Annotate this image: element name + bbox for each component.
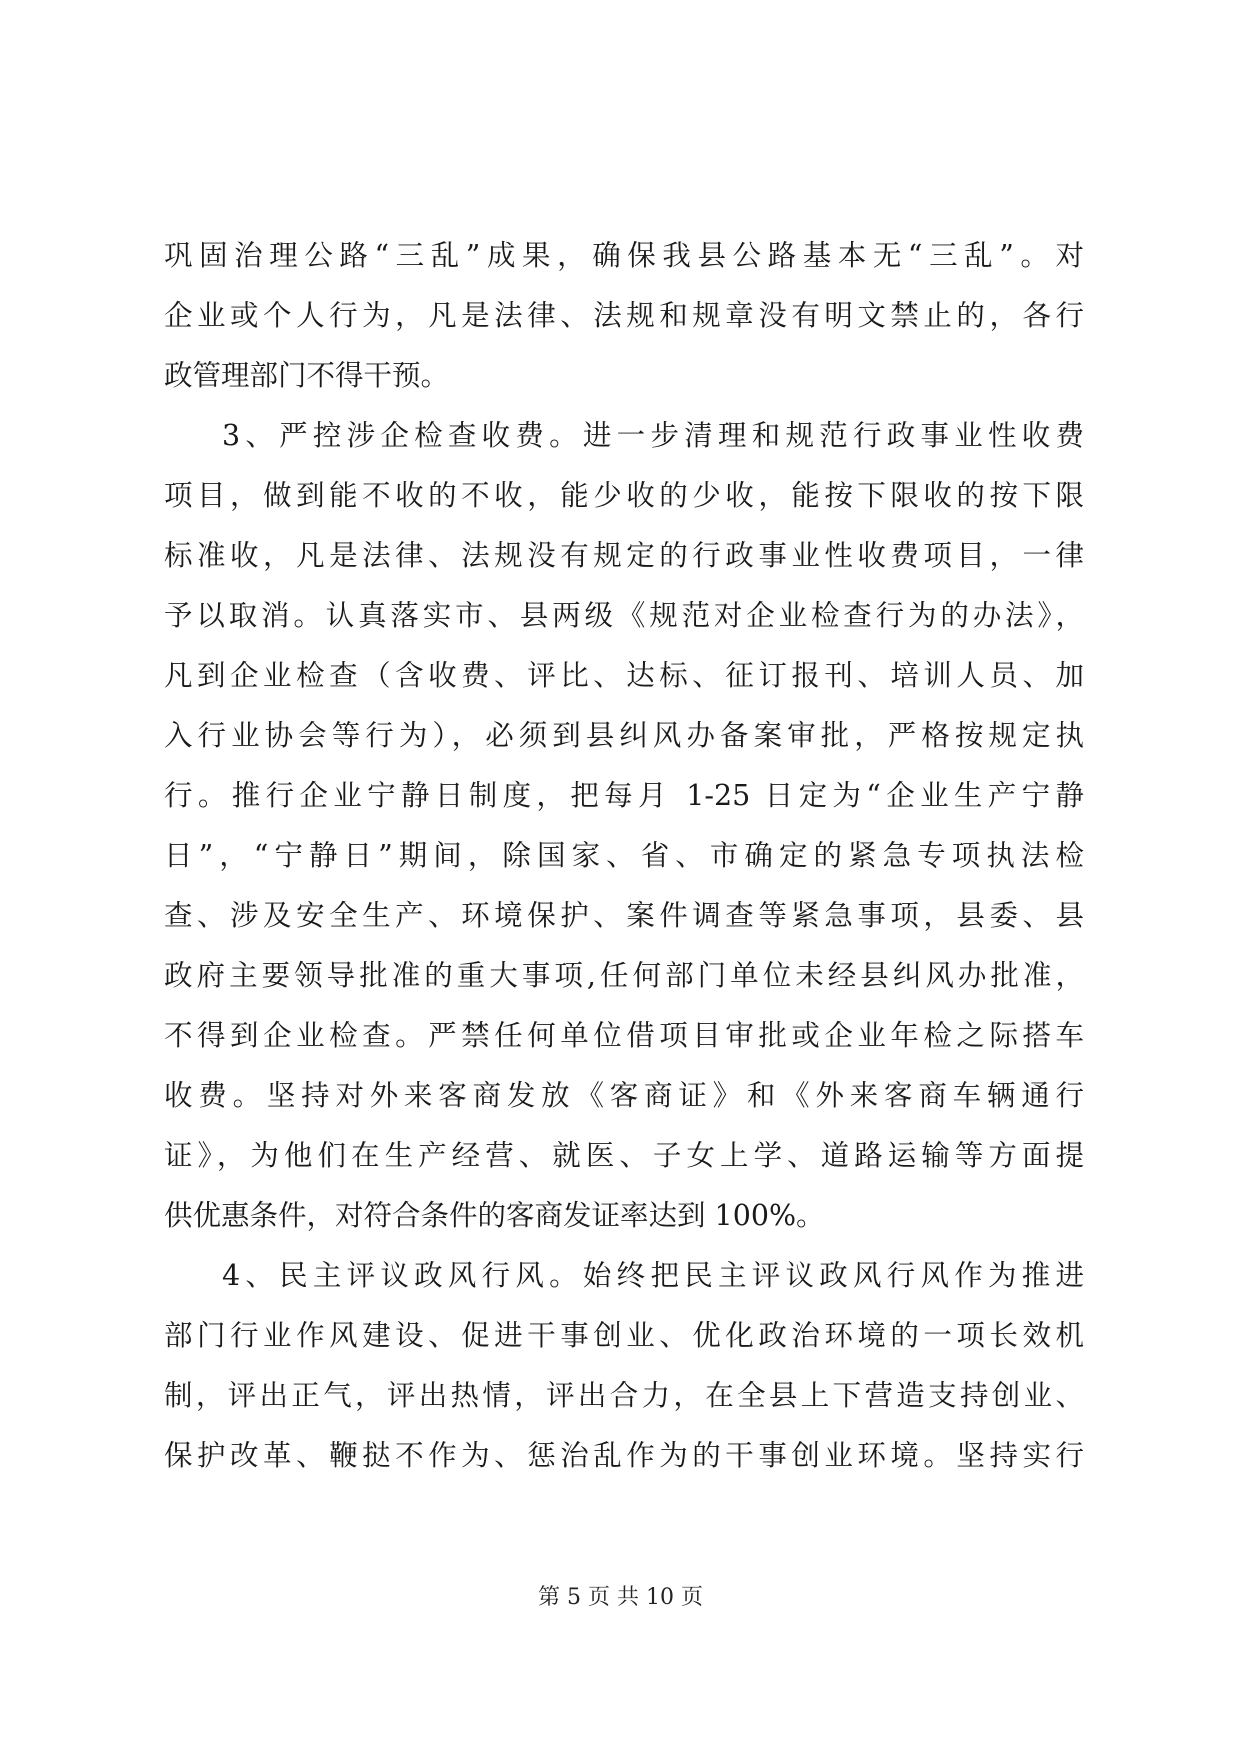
page-number-footer: 第 5 页 共 10 页 [538, 1585, 703, 1610]
body-text [164, 226, 1084, 1486]
text-line: 保护改革、鞭挞不作为、惩治乱作为的干事创业环境。坚持实行 [164, 1439, 1084, 1472]
text-line: 予以取消。认真落实市、县两级《规范对企业检查行为的办法》， [164, 599, 1084, 632]
text-line: 巩固治理公路“三乱”成果，确保我县公路基本无“三乱”。对 [164, 239, 1084, 272]
paragraph-start-line: 3、严控涉企检查收费。进一步清理和规范行政事业性收费 [222, 419, 1084, 452]
text-line: 收费。坚持对外来客商发放《客商证》和《外来客商车辆通行 [164, 1079, 1084, 1112]
text-line: 制，评出正气，评出热情，评出合力，在全县上下营造支持创业、 [164, 1379, 1084, 1412]
text-line: 查、涉及安全生产、环境保护、案件调查等紧急事项，县委、县 [164, 899, 1084, 932]
text-line: 入行业协会等行为），必须到县纠风办备案审批，严格按规定执 [164, 719, 1084, 752]
text-line: 政府主要领导批准的重大事项,任何部门单位未经县纠风办批准， [164, 959, 1084, 992]
text-line: 供优惠条件，对符合条件的客商发证率达到 100%。 [164, 1199, 825, 1232]
text-line: 政管理部门不得干预。 [164, 359, 450, 392]
text-line: 标准收，凡是法律、法规没有规定的行政事业性收费项目，一律 [164, 539, 1084, 572]
text-line: 证》，为他们在生产经营、就医、子女上学、道路运输等方面提 [164, 1139, 1084, 1172]
paragraph-start-line: 4、民主评议政风行风。始终把民主评议政风行风作为推进 [222, 1259, 1084, 1292]
text-line: 企业或个人行为，凡是法律、法规和规章没有明文禁止的，各行 [164, 299, 1084, 332]
text-line: 行。推行企业宁静日制度，把每月 1-25 日定为“企业生产宁静 [164, 779, 1084, 812]
text-line: 凡到企业检查（含收费、评比、达标、征订报刊、培训人员、加 [164, 659, 1084, 692]
text-line: 日”，“宁静日”期间，除国家、省、市确定的紧急专项执法检 [164, 839, 1084, 872]
text-line: 项目，做到能不收的不收，能少收的少收，能按下限收的按下限 [164, 479, 1084, 512]
text-line: 部门行业作风建设、促进干事创业、优化政治环境的一项长效机 [164, 1319, 1084, 1352]
text-line: 不得到企业检查。严禁任何单位借项目审批或企业年检之际搭车 [164, 1019, 1084, 1052]
